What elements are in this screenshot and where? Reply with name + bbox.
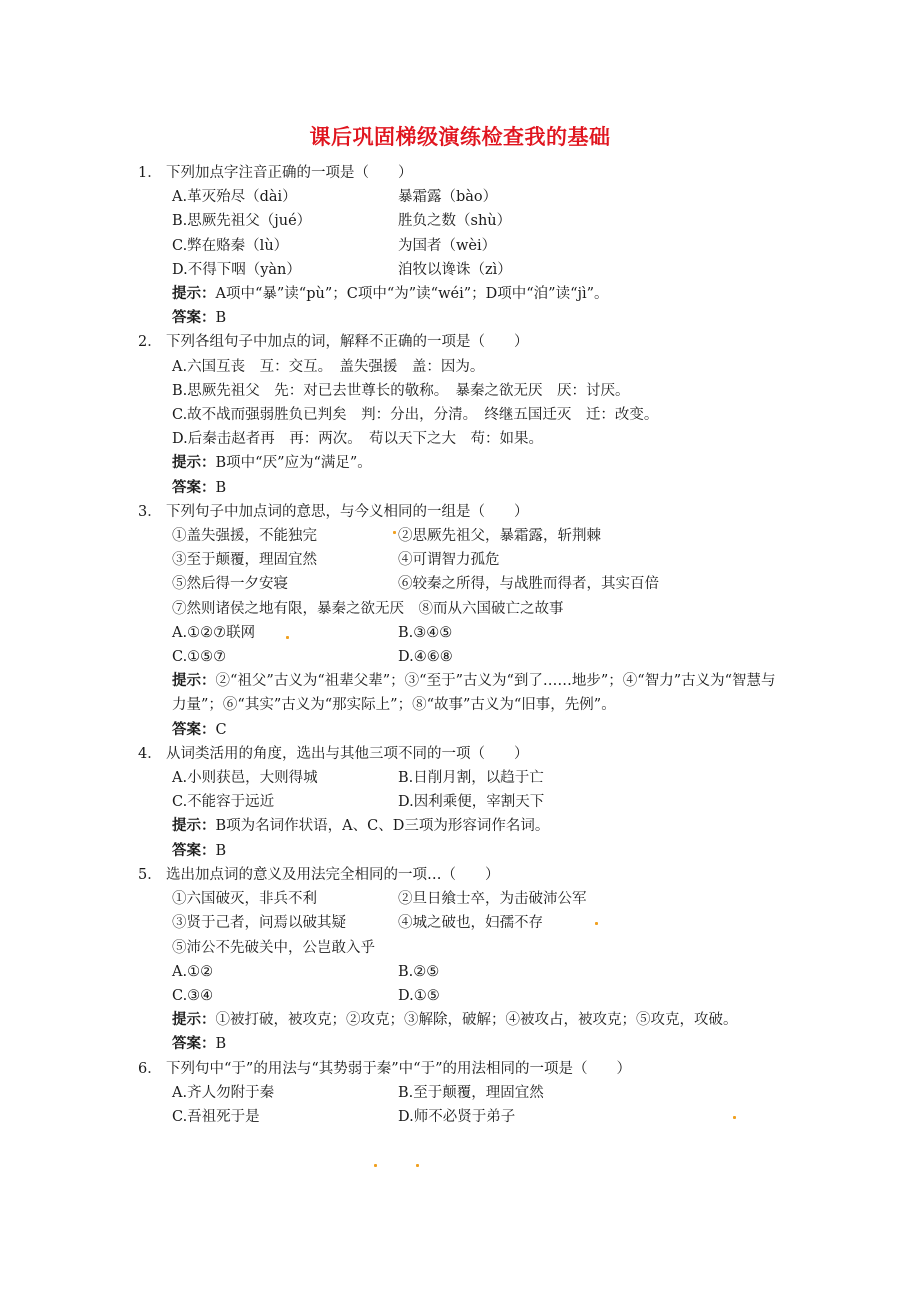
option: D.师不必贤于弟子	[398, 1108, 516, 1125]
option: A.革灭殆尽（dài）	[172, 189, 297, 206]
option: ③贤于己者，问焉以破其疑	[172, 915, 346, 932]
question-number: 2．	[138, 334, 162, 351]
question-text: 选出加点词的意义及用法完全相同的一项…（ ）	[166, 866, 500, 883]
option-row	[138, 524, 778, 548]
question-text: 下列加点字注音正确的一项是（ ）	[166, 165, 413, 181]
option: B.至于颠覆，理固宜然	[398, 1084, 544, 1101]
option: ①盖失强援，不能独完	[172, 528, 317, 545]
answer	[138, 718, 778, 742]
option: ⑤沛公不先破关中，公岂敢入乎	[172, 939, 375, 956]
option-line: A.六国互丧 互：交互。 盖失强援 盖：因为。	[172, 358, 485, 375]
question-6	[138, 1057, 778, 1130]
hint-text: A项中“暴”读“pù”；C项中“为”读“wéi”；D项中“洎”读“jì”。	[215, 286, 609, 303]
option-row	[138, 984, 778, 1008]
option: A.①②⑦联网	[172, 624, 256, 641]
hint-label: 提示：	[172, 454, 216, 472]
question-5	[138, 863, 778, 1057]
question-stem	[138, 742, 778, 766]
option: ③至于颠覆，理固宜然	[172, 552, 317, 569]
option: A.①②	[172, 963, 214, 980]
question-stem	[138, 863, 778, 887]
answer-value: B	[215, 1036, 227, 1053]
hint-text: B项为名词作状语，A、C、D三项为形容词作名词。	[215, 818, 550, 835]
answer	[138, 306, 778, 330]
question-stem	[138, 1057, 778, 1081]
hint-text: ①被打破，被攻克；②攻克；③解除，破解；④被攻占，被攻克；⑤攻克，攻破。	[215, 1012, 738, 1029]
question-2	[138, 330, 778, 499]
option: ④可谓智力孤危	[398, 552, 500, 569]
option-row	[138, 572, 778, 596]
hint-label: 提示：	[172, 1011, 216, 1029]
stray-mark	[733, 1116, 736, 1119]
hint-text: ②“祖父”古义为“祖辈父辈”；③“至于”古义为“到了……地步”；④“智力”古义为“智慧与力量”；⑥“其实”古义为“那实际上”；⑧“故事”古义为“旧事，先例”。	[172, 673, 776, 714]
answer-label: 答案：	[172, 478, 216, 496]
option: C.吾祖死于是	[172, 1108, 260, 1125]
option: ①六国破灭，非兵不利	[172, 891, 317, 908]
option: B.日削月割，以趋于亡	[398, 770, 544, 787]
question-number: 1．	[138, 165, 162, 181]
option: 暴霜露（bào）	[398, 189, 498, 206]
option: D.不得下咽（yàn）	[172, 261, 301, 278]
option: B.③④⑤	[398, 624, 453, 641]
option: C.不能容于远近	[172, 794, 275, 811]
option: 洎牧以谗诛（zì）	[398, 261, 512, 278]
option: C.①⑤⑦	[172, 649, 227, 666]
option: D.因利乘便，宰割天下	[398, 794, 545, 811]
option: A.小则获邑，大则得城	[172, 770, 318, 787]
option-row	[138, 548, 778, 572]
question-number: 3．	[138, 503, 162, 520]
option-row	[138, 258, 778, 282]
option: ②思厥先祖父，暴霜露，斩荆棘	[398, 528, 601, 545]
option-row	[138, 185, 778, 209]
question-text: 下列各组句子中加点的词，解释不正确的一项是（ ）	[166, 334, 529, 351]
option-row	[138, 209, 778, 233]
option-row	[138, 645, 778, 669]
question-3	[138, 500, 778, 742]
question-stem	[138, 330, 778, 354]
answer-label: 答案：	[172, 720, 216, 738]
question-text: 下列句子中加点词的意思，与今义相同的一组是（ ）	[166, 503, 529, 520]
option: C.弊在赂秦（lù）	[172, 237, 289, 254]
question-number: 6．	[138, 1060, 162, 1077]
hint	[138, 451, 778, 475]
option: ④城之破也，妇孺不存	[398, 915, 543, 932]
option-row	[138, 790, 778, 814]
hint	[138, 282, 778, 306]
option: 胜负之数（shù）	[398, 213, 512, 230]
option: D.④⑥⑧	[398, 649, 453, 666]
option-row	[138, 597, 778, 621]
option-row	[138, 1105, 778, 1129]
question-number: 4．	[138, 745, 162, 762]
question-list	[138, 161, 778, 1129]
option: C.③④	[172, 987, 214, 1004]
option: ⑤然后得一夕安寝	[172, 576, 288, 593]
option: B.思厥先祖父（jué）	[172, 213, 312, 230]
question-stem	[138, 500, 778, 524]
page-title: 课后巩固梯级演练检查我的基础	[309, 124, 611, 149]
option: B.②⑤	[398, 963, 440, 980]
question-text: 从词类活用的角度，选出与其他三项不同的一项（ ）	[166, 745, 529, 762]
option: ②旦日飨士卒，为击破沛公军	[398, 891, 587, 908]
hint	[138, 814, 778, 838]
option-row	[138, 936, 778, 960]
option-row	[138, 887, 778, 911]
answer-value: B	[215, 479, 227, 496]
answer	[138, 1032, 778, 1056]
option-line: B.思厥先祖父 先：对已去世尊长的敬称。 暴秦之欲无厌 厌：讨厌。	[172, 382, 630, 399]
answer	[138, 476, 778, 500]
option-row	[138, 621, 778, 645]
hint-text: B项中“厌”应为“满足”。	[215, 455, 372, 472]
option: D.①⑤	[398, 987, 440, 1004]
question-text: 下列句中“于”的用法与“其势弱于秦”中“于”的用法相同的一项是（ ）	[166, 1060, 631, 1077]
option-row	[138, 911, 778, 935]
question-4	[138, 742, 778, 863]
hint	[138, 669, 778, 717]
option-row	[138, 960, 778, 984]
option-row	[138, 234, 778, 258]
answer-value: C	[215, 721, 227, 738]
option: 为国者（wèi）	[398, 237, 497, 254]
stray-mark	[286, 636, 289, 639]
option-line: D.后秦击赵者再 再：两次。 苟以天下之大 苟：如果。	[172, 431, 543, 448]
option: ⑥较秦之所得，与战胜而得者，其实百倍	[398, 576, 659, 593]
stray-mark	[416, 1164, 419, 1167]
answer-value: B	[215, 310, 227, 327]
stray-mark	[595, 922, 598, 925]
hint	[138, 1008, 778, 1032]
answer-label: 答案：	[172, 309, 216, 327]
hint-label: 提示：	[172, 285, 216, 303]
option: ⑦然则诸侯之地有限，暴秦之欲无厌	[172, 600, 404, 617]
question-1	[138, 161, 778, 330]
question-number: 5．	[138, 866, 162, 883]
option-line: C.故不战而强弱胜负已判矣 判：分出，分清。 终继五国迁灭 迁：改变。	[172, 407, 659, 424]
answer	[138, 839, 778, 863]
stray-mark	[374, 1164, 377, 1167]
question-stem	[138, 161, 778, 185]
hint-label: 提示：	[172, 817, 216, 835]
answer-label: 答案：	[172, 1035, 216, 1053]
option-row	[138, 1081, 778, 1105]
answer-value: B	[215, 842, 227, 859]
option: A.齐人勿附于秦	[172, 1084, 275, 1101]
option: ⑧而从六国破亡之故事	[418, 600, 564, 617]
answer-label: 答案：	[172, 841, 216, 859]
hint-label: 提示：	[172, 672, 216, 690]
stray-mark	[393, 531, 396, 534]
option-row	[138, 766, 778, 790]
